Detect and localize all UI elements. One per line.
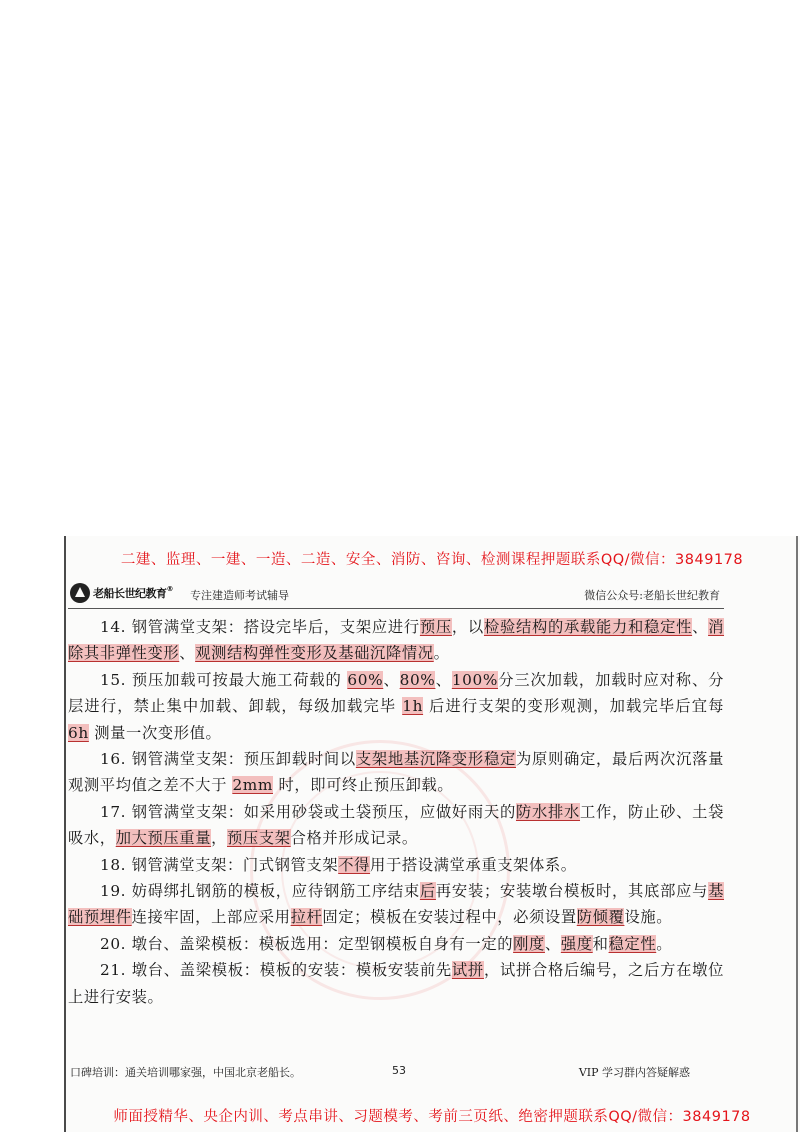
highlighted-keyword: 加大预压重量 [115,829,212,848]
page-header [70,583,720,609]
brand-logo [70,583,173,603]
highlighted-keyword: 预压支架 [227,829,291,848]
paragraph-text: 时，即可终止预压卸载。 [272,776,454,795]
paragraph-text: 、 [435,670,452,689]
scan-edge-right [796,536,798,1132]
paragraph-item [68,957,724,1010]
header-divider [68,608,724,609]
highlighted-keyword: 后 [419,882,436,901]
paragraph-text: 18. 钢管满堂支架：门式钢管支架 [100,855,339,874]
paragraph-text: 。 [433,644,450,663]
paragraph-text: 。 [656,934,673,953]
paragraph-text: ，试拼合格后编号，之后方在墩位上进行安装。 [68,961,724,1006]
paragraph-text: 设施。 [624,908,673,927]
promo-banner-bottom: 师面授精华、央企内训、考点串讲、习题模考、考前三页纸、绝密押题联系QQ/微信：3849178 [113,1109,751,1125]
paragraph-text: 固定；模板在安装过程中，必须设置 [322,908,577,927]
highlighted-keyword: 预压 [419,618,452,636]
paragraph-text: 用于搭设满堂承重支架体系。 [370,855,577,874]
highlighted-keyword: 观测结构弹性变形及基础沉降情况 [195,644,434,663]
header-tagline: 专注建造师考试辅导 [190,589,289,602]
paragraph-text: 再安装；安装墩台模板时，其底部应与 [435,882,709,901]
highlighted-keyword: 100% [451,670,498,689]
highlighted-keyword: 60% [347,670,384,689]
paragraph-text: 为原则确定，最后两次沉落量观测平均值之差不大于 [68,750,724,795]
paragraph-text: 后进行支架的变形观测，加载完毕后宜每 [423,697,725,716]
paragraph-text: 合格并形成记录。 [290,829,418,848]
paragraph-text: ， [211,829,227,848]
page-footer [70,1064,720,1084]
highlighted-keyword: 稳定性 [608,934,657,953]
highlighted-keyword: 支架地基沉降变形稳定 [355,750,516,769]
paragraph-text: 、 [544,934,561,953]
promo-banner-top: 二建、监理、一建、一造、二造、安全、消防、咨询、检测课程押题联系QQ/微信：3849178 [120,552,744,568]
paragraph-item [68,614,724,667]
highlighted-keyword: 6h [68,723,89,742]
paragraph-text: 19. 妨碍绑扎钢筋的模板，应待钢筋工序结束 [100,882,420,901]
highlighted-keyword: 防倾覆 [576,908,625,927]
footer-slogan: 口碑培训：通关培训哪家强，中国北京老船长。 [70,1066,301,1079]
paragraph-text: 、 [692,618,709,636]
registered-mark: ® [166,585,173,593]
paragraph-text: 21. 墩台、盖梁模板：模板的安装：模板安装前先 [100,961,452,980]
highlighted-keyword: 检验结构的承载能力和稳定性 [483,618,693,636]
document-body [68,614,724,1010]
page-number: 53 [392,1064,406,1077]
paragraph-text: 工作，防止砂、土袋吸水， [68,802,724,848]
highlighted-keyword: 消除其非弹性变形 [68,618,725,663]
paragraph-text: 分三次加载，加载时应对称、分层进行，禁止集中加载、卸载，每级加载完毕 [68,670,724,716]
logo-name: 老船长世纪教育 [93,587,167,600]
paragraph-item [68,852,724,878]
paragraph-text: 17. 钢管满堂支架：如采用砂袋或土袋预压，应做好雨天的 [100,802,516,821]
highlighted-keyword: 防水排水 [515,802,581,821]
paragraph-item [68,931,724,957]
paragraph-text: 测量一次变形值。 [88,723,222,742]
paragraph-text: 20. 墩台、盖梁模板：模板选用：定型钢模板自身有一定的 [100,934,514,953]
highlighted-keyword: 拉杆 [290,908,323,927]
logo-text [93,585,173,601]
highlighted-keyword: 刚度 [513,934,545,953]
paragraph-item [68,746,724,799]
paragraph-text: 连接牢固，上部应采用 [131,908,291,927]
scan-edge-left [64,536,66,1132]
highlighted-keyword: 2mm [232,776,273,795]
paragraph-item [68,799,724,852]
paragraph-text: 14. 钢管满堂支架：搭设完毕后，支架应进行 [100,618,420,636]
highlighted-keyword: 试拼 [451,961,484,980]
paragraph-item [68,667,724,746]
highlighted-keyword: 基础预埋件 [68,882,725,927]
ship-logo-icon [70,583,90,603]
paragraph-text: ，以 [451,618,484,636]
paragraph-text: 、 [383,670,400,689]
highlighted-keyword: 80% [399,670,436,689]
paragraph-item [68,878,724,931]
paragraph-text: 、 [179,644,196,663]
highlighted-keyword: 强度 [560,934,593,953]
paragraph-text: 16. 钢管满堂支架：预压卸载时间以 [100,750,356,769]
header-wechat: 微信公众号:老船长世纪教育 [584,589,720,602]
footer-note: VIP 学习群内答疑解惑 [578,1066,690,1079]
paragraph-text: 15. 预压加载可按最大施工荷载的 [100,670,348,689]
paragraph-text: 和 [592,934,609,953]
highlighted-keyword: 1h [402,697,424,716]
highlighted-keyword: 不得 [338,855,371,874]
